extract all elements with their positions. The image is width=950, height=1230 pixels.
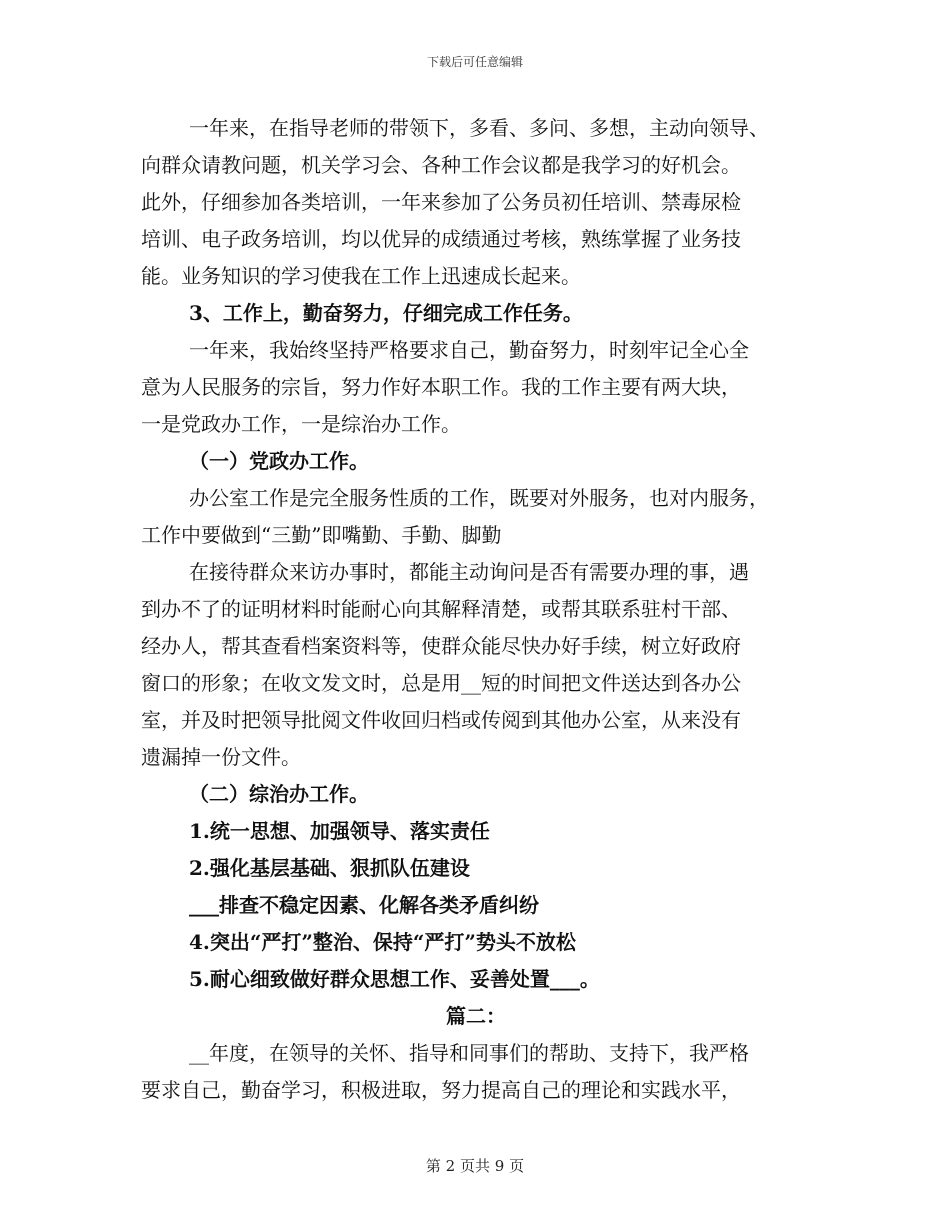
page-header: 下载后可任意编辑 [426,55,523,69]
page-footer: 第 2 页共 9 页 [425,1157,525,1175]
text-line: 一年来，在指导老师的带领下，多看、多问、多想，主动向领导、 [189,116,769,140]
list-item-4: 4.突出“严打”整治、保持“严打”势头不放松 [189,930,576,954]
document-body [141,110,811,1109]
list-item-5: 5.耐心细致做好群众思想工作、妥善处置___。 [189,967,600,991]
paragraph-4 [141,554,811,776]
text-line: 窗口的形象；在收文发文时，总是用__短的时间把文件送达到各办公 [141,671,741,695]
text-line: 意为人民服务的宗旨，努力作好本职工作。我的工作主要有两大块， [141,375,741,399]
list-item-1: 1.统一思想、加强领导、落实责任 [189,819,490,843]
text-line: 经办人，帮其查看档案资料等，使群众能尽快办好手续，树立好政府 [141,634,741,658]
text-line: 室，并及时把领导批阅文件收回归档或传阅到其他办公室，从来没有 [141,708,741,732]
text-line: 办公室工作是完全服务性质的工作，既要对外服务，也对内服务， [189,486,769,510]
list-item-2: 2.强化基层基础、狠抓队伍建设 [189,856,470,880]
subheading-1: （一）党政办工作。 [189,449,369,473]
subheading-2: （二）综治办工作。 [189,782,369,806]
text-line: 向群众请教问题，机关学习会、各种工作会议都是我学习的好机会。 [141,153,741,177]
list-item-3: ___排查不稳定因素、化解各类矛盾纠纷 [189,893,539,917]
text-line: 此外，仔细参加各类培训，一年来参加了公务员初任培训、禁毒尿检 [141,190,741,214]
text-line: 要求自己，勤奋学习，积极进取，努力提高自己的理论和实践水平， [141,1078,741,1102]
paragraph-3 [141,480,811,554]
text-line: 能。业务知识的学习使我在工作上迅速成长起来。 [141,264,581,288]
text-line: 在接待群众来访办事时，都能主动询问是否有需要办理的事，遇 [189,560,749,584]
paragraph-2 [141,332,811,443]
text-line: 工作中要做到“三勤”即嘴勤、手勤、脚勤 [141,523,502,547]
text-line: 培训、电子政务培训，均以优异的成绩通过考核，熟练掌握了业务技 [141,227,741,251]
paragraph-5 [141,1035,811,1109]
section-title-part-two: 篇二： [446,1004,506,1028]
text-line: 一是党政办工作，一是综治办工作。 [141,412,461,436]
text-line: 一年来，我始终坚持严格要求自己，勤奋努力，时刻牢记全心全 [189,338,749,362]
text-line: 遗漏掉一份文件。 [141,745,301,769]
paragraph-1 [141,110,811,295]
section-heading-3: 3、工作上，勤奋努力，仔细完成工作任务。 [189,301,583,325]
text-line: 到办不了的证明材料时能耐心向其解释清楚，或帮其联系驻村干部、 [141,597,741,621]
text-line: __年度，在领导的关怀、指导和同事们的帮助、支持下，我严格 [189,1041,749,1065]
